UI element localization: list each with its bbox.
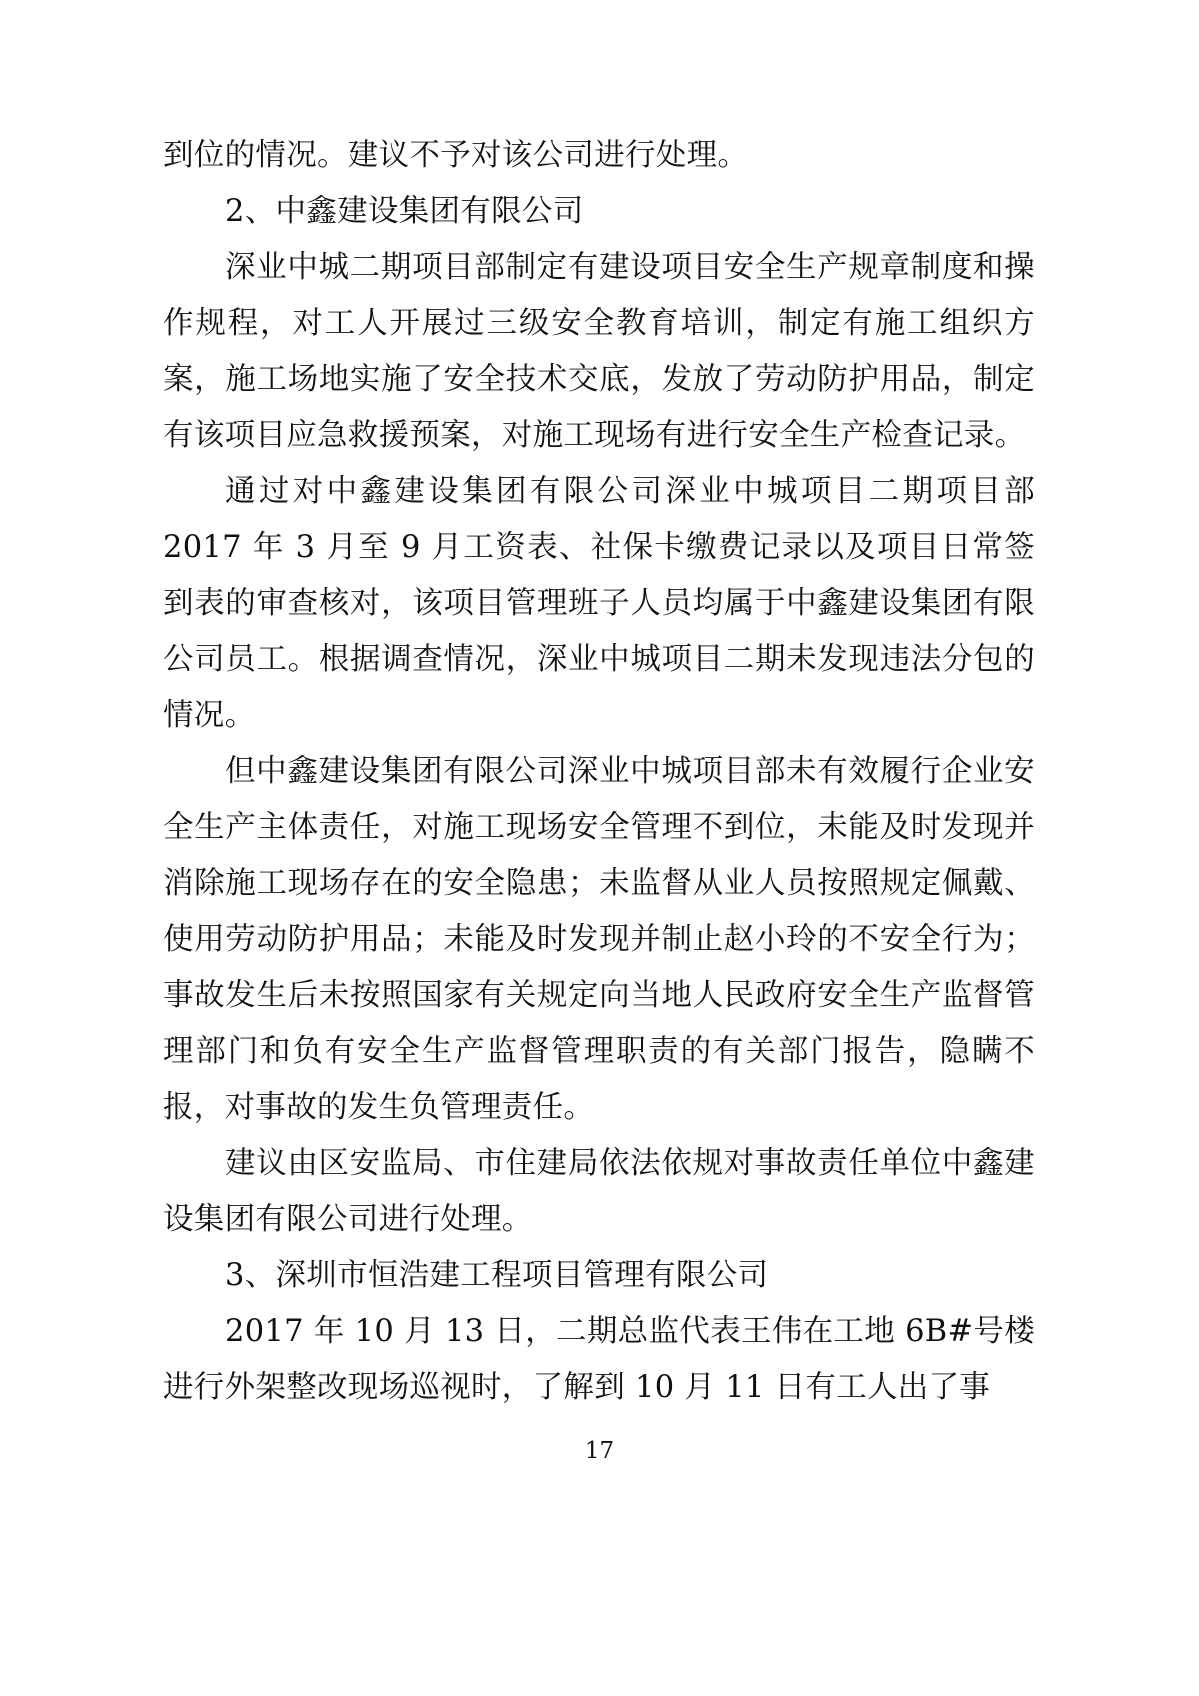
paragraph: 但中鑫建设集团有限公司深业中城项目部未有效履行企业安全生产主体责任，对施工现场安全管理不到位，未能及时发现并消除施工现场存在的安全隐患；未监督从业人员按照规定佩戴、使用劳动防护用品；未能及时发现并制止赵小玲的不安全行为；事故发生后未按照国家有关规定向当地人民政府安全生产监督管理部门和负有安全生产监督管理职责的有关部门报告，隐瞒不报，对事故的发生负管理责任。 bbox=[163, 754, 1035, 1125]
paragraph: 到位的情况。建议不予对该公司进行处理。 bbox=[163, 138, 749, 173]
paragraph: 通过对中鑫建设集团有限公司深业中城项目二期项目部 2017 年 3 月至 9 月工资表、社保卡缴费记录以及项目日常签到表的审查核对，该项目管理班子人员均属于中鑫建设集团有限公司员工。根据调查情况，深业中城项目二期未发现违法分包的情况。 bbox=[163, 474, 1045, 733]
paragraph: 2017 年 10 月 13 日，二期总监代表王伟在工地 6B#号楼进行外架整改现场巡视时，了解到 10 月 11 日有工人出了事 bbox=[163, 1314, 1035, 1405]
page-body bbox=[163, 128, 1045, 1416]
paragraph: 建议由区安监局、市住建局依法依规对事故责任单位中鑫建设集团有限公司进行处理。 bbox=[163, 1146, 1035, 1237]
paragraph: 2、中鑫建设集团有限公司 bbox=[225, 194, 584, 229]
paragraph: 3、深圳市恒浩建工程项目管理有限公司 bbox=[225, 1258, 769, 1293]
paragraph: 深业中城二期项目部制定有建设项目安全生产规章制度和操作规程，对工人开展过三级安全教育培训，制定有施工组织方案，施工场地实施了安全技术交底，发放了劳动防护用品，制定有该项目应急救援预案，对施工现场有进行安全生产检查记录。 bbox=[163, 250, 1035, 453]
page-number: 17 bbox=[584, 1438, 615, 1464]
